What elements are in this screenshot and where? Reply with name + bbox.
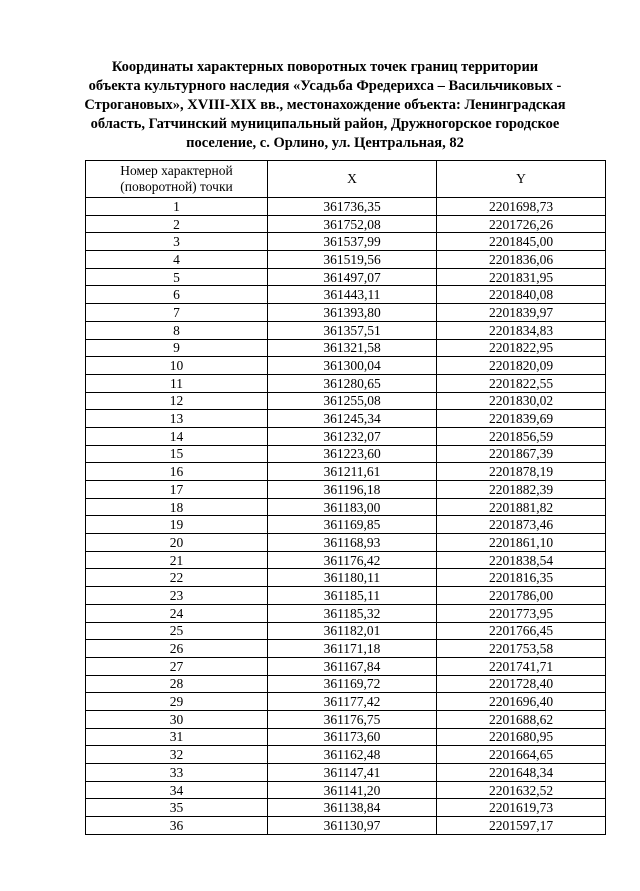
- cell-y: 2201845,00: [437, 233, 606, 251]
- table-row: [86, 622, 606, 640]
- cell-point-number: 34: [86, 781, 268, 799]
- title-line: поселение, с. Орлино, ул. Центральная, 82: [186, 135, 464, 151]
- table-header: [86, 161, 606, 198]
- cell-point-number: 12: [86, 392, 268, 410]
- table-row: [86, 569, 606, 587]
- table-row: [86, 392, 606, 410]
- table-row: [86, 516, 606, 534]
- cell-point-number: 19: [86, 516, 268, 534]
- cell-y: 2201836,06: [437, 251, 606, 269]
- table-row: [86, 268, 606, 286]
- cell-y: 2201834,83: [437, 321, 606, 339]
- cell-y: 2201882,39: [437, 481, 606, 499]
- cell-y: 2201822,55: [437, 374, 606, 392]
- cell-x: 361736,35: [268, 198, 437, 216]
- cell-x: 361169,72: [268, 675, 437, 693]
- cell-y: 2201867,39: [437, 445, 606, 463]
- cell-y: 2201856,59: [437, 427, 606, 445]
- table-row: [86, 321, 606, 339]
- table-row: [86, 463, 606, 481]
- cell-y: 2201831,95: [437, 268, 606, 286]
- coordinates-table: [85, 160, 606, 835]
- cell-point-number: 4: [86, 251, 268, 269]
- title-line: область, Гатчинский муниципальный район, Дружногорское городское: [90, 116, 560, 132]
- header-x: X: [268, 161, 437, 198]
- cell-x: 361537,99: [268, 233, 437, 251]
- cell-x: 361393,80: [268, 304, 437, 322]
- cell-y: 2201881,82: [437, 498, 606, 516]
- cell-y: 2201840,08: [437, 286, 606, 304]
- cell-point-number: 3: [86, 233, 268, 251]
- cell-x: 361180,11: [268, 569, 437, 587]
- cell-y: 2201822,95: [437, 339, 606, 357]
- cell-x: 361300,04: [268, 357, 437, 375]
- cell-y: 2201632,52: [437, 781, 606, 799]
- table-row: [86, 587, 606, 605]
- header-point-line1: Номер характерной: [120, 163, 233, 178]
- header-row: [86, 161, 606, 198]
- cell-x: 361232,07: [268, 427, 437, 445]
- table-row: [86, 286, 606, 304]
- cell-point-number: 10: [86, 357, 268, 375]
- cell-point-number: 6: [86, 286, 268, 304]
- cell-y: 2201861,10: [437, 534, 606, 552]
- cell-y: 2201830,02: [437, 392, 606, 410]
- cell-y: 2201664,65: [437, 746, 606, 764]
- table-row: [86, 251, 606, 269]
- cell-x: 361357,51: [268, 321, 437, 339]
- cell-x: 361167,84: [268, 657, 437, 675]
- cell-x: 361162,48: [268, 746, 437, 764]
- cell-x: 361185,11: [268, 587, 437, 605]
- cell-y: 2201766,45: [437, 622, 606, 640]
- document-title: [60, 58, 590, 153]
- cell-x: 361173,60: [268, 728, 437, 746]
- cell-x: 361176,42: [268, 551, 437, 569]
- table-row: [86, 304, 606, 322]
- cell-point-number: 17: [86, 481, 268, 499]
- table-row: [86, 445, 606, 463]
- cell-point-number: 7: [86, 304, 268, 322]
- cell-y: 2201648,34: [437, 764, 606, 782]
- header-y: Y: [437, 161, 606, 198]
- cell-y: 2201698,73: [437, 198, 606, 216]
- cell-point-number: 28: [86, 675, 268, 693]
- cell-x: 361280,65: [268, 374, 437, 392]
- cell-point-number: 18: [86, 498, 268, 516]
- cell-point-number: 15: [86, 445, 268, 463]
- cell-point-number: 9: [86, 339, 268, 357]
- table-row: [86, 357, 606, 375]
- cell-x: 361169,85: [268, 516, 437, 534]
- cell-point-number: 11: [86, 374, 268, 392]
- cell-x: 361182,01: [268, 622, 437, 640]
- cell-y: 2201726,26: [437, 215, 606, 233]
- cell-x: 361255,08: [268, 392, 437, 410]
- cell-x: 361183,00: [268, 498, 437, 516]
- cell-y: 2201688,62: [437, 710, 606, 728]
- table-body: [86, 198, 606, 835]
- cell-y: 2201838,54: [437, 551, 606, 569]
- cell-y: 2201619,73: [437, 799, 606, 817]
- table-row: [86, 215, 606, 233]
- table-row: [86, 675, 606, 693]
- table-row: [86, 799, 606, 817]
- cell-point-number: 1: [86, 198, 268, 216]
- cell-x: 361497,07: [268, 268, 437, 286]
- cell-x: 361443,11: [268, 286, 437, 304]
- cell-point-number: 16: [86, 463, 268, 481]
- cell-x: 361752,08: [268, 215, 437, 233]
- cell-point-number: 30: [86, 710, 268, 728]
- table-row: [86, 817, 606, 835]
- cell-point-number: 23: [86, 587, 268, 605]
- cell-x: 361176,75: [268, 710, 437, 728]
- cell-point-number: 21: [86, 551, 268, 569]
- cell-point-number: 35: [86, 799, 268, 817]
- table-row: [86, 410, 606, 428]
- cell-x: 361223,60: [268, 445, 437, 463]
- title-line: Координаты характерных поворотных точек границ территории: [111, 59, 539, 75]
- cell-y: 2201773,95: [437, 604, 606, 622]
- cell-point-number: 26: [86, 640, 268, 658]
- cell-point-number: 8: [86, 321, 268, 339]
- cell-y: 2201873,46: [437, 516, 606, 534]
- cell-y: 2201753,58: [437, 640, 606, 658]
- cell-point-number: 24: [86, 604, 268, 622]
- cell-point-number: 27: [86, 657, 268, 675]
- cell-x: 361185,32: [268, 604, 437, 622]
- cell-x: 361147,41: [268, 764, 437, 782]
- cell-x: 361321,58: [268, 339, 437, 357]
- cell-x: 361138,84: [268, 799, 437, 817]
- cell-point-number: 29: [86, 693, 268, 711]
- cell-x: 361211,61: [268, 463, 437, 481]
- cell-point-number: 14: [86, 427, 268, 445]
- cell-y: 2201728,40: [437, 675, 606, 693]
- cell-point-number: 5: [86, 268, 268, 286]
- cell-point-number: 33: [86, 764, 268, 782]
- cell-point-number: 13: [86, 410, 268, 428]
- cell-point-number: 31: [86, 728, 268, 746]
- cell-x: 361141,20: [268, 781, 437, 799]
- cell-y: 2201816,35: [437, 569, 606, 587]
- table-row: [86, 534, 606, 552]
- cell-x: 361196,18: [268, 481, 437, 499]
- title-line: Строгановых», XVIII-XIX вв., местонахождение объекта: Ленинградская: [84, 97, 566, 113]
- table-row: [86, 728, 606, 746]
- table-row: [86, 498, 606, 516]
- cell-x: 361171,18: [268, 640, 437, 658]
- cell-x: 361519,56: [268, 251, 437, 269]
- table-row: [86, 764, 606, 782]
- cell-y: 2201741,71: [437, 657, 606, 675]
- table-row: [86, 374, 606, 392]
- table-row: [86, 551, 606, 569]
- table-row: [86, 604, 606, 622]
- cell-y: 2201786,00: [437, 587, 606, 605]
- table-row: [86, 657, 606, 675]
- cell-x: 361130,97: [268, 817, 437, 835]
- header-point-line2: (поворотной) точки: [120, 179, 233, 194]
- table-row: [86, 427, 606, 445]
- cell-x: 361168,93: [268, 534, 437, 552]
- table-row: [86, 710, 606, 728]
- cell-y: 2201839,97: [437, 304, 606, 322]
- cell-point-number: 36: [86, 817, 268, 835]
- cell-x: 361177,42: [268, 693, 437, 711]
- table-row: [86, 746, 606, 764]
- table-row: [86, 339, 606, 357]
- table-row: [86, 198, 606, 216]
- table-row: [86, 693, 606, 711]
- cell-x: 361245,34: [268, 410, 437, 428]
- cell-y: 2201597,17: [437, 817, 606, 835]
- table-row: [86, 640, 606, 658]
- cell-point-number: 32: [86, 746, 268, 764]
- header-point-number: [86, 161, 268, 198]
- cell-y: 2201820,09: [437, 357, 606, 375]
- title-line: объекта культурного наследия «Усадьба Фредерихса – Васильчиковых -: [88, 78, 562, 94]
- cell-y: 2201839,69: [437, 410, 606, 428]
- cell-point-number: 2: [86, 215, 268, 233]
- table-row: [86, 481, 606, 499]
- table-row: [86, 233, 606, 251]
- cell-y: 2201680,95: [437, 728, 606, 746]
- cell-y: 2201696,40: [437, 693, 606, 711]
- cell-point-number: 20: [86, 534, 268, 552]
- cell-point-number: 22: [86, 569, 268, 587]
- cell-point-number: 25: [86, 622, 268, 640]
- cell-y: 2201878,19: [437, 463, 606, 481]
- table-row: [86, 781, 606, 799]
